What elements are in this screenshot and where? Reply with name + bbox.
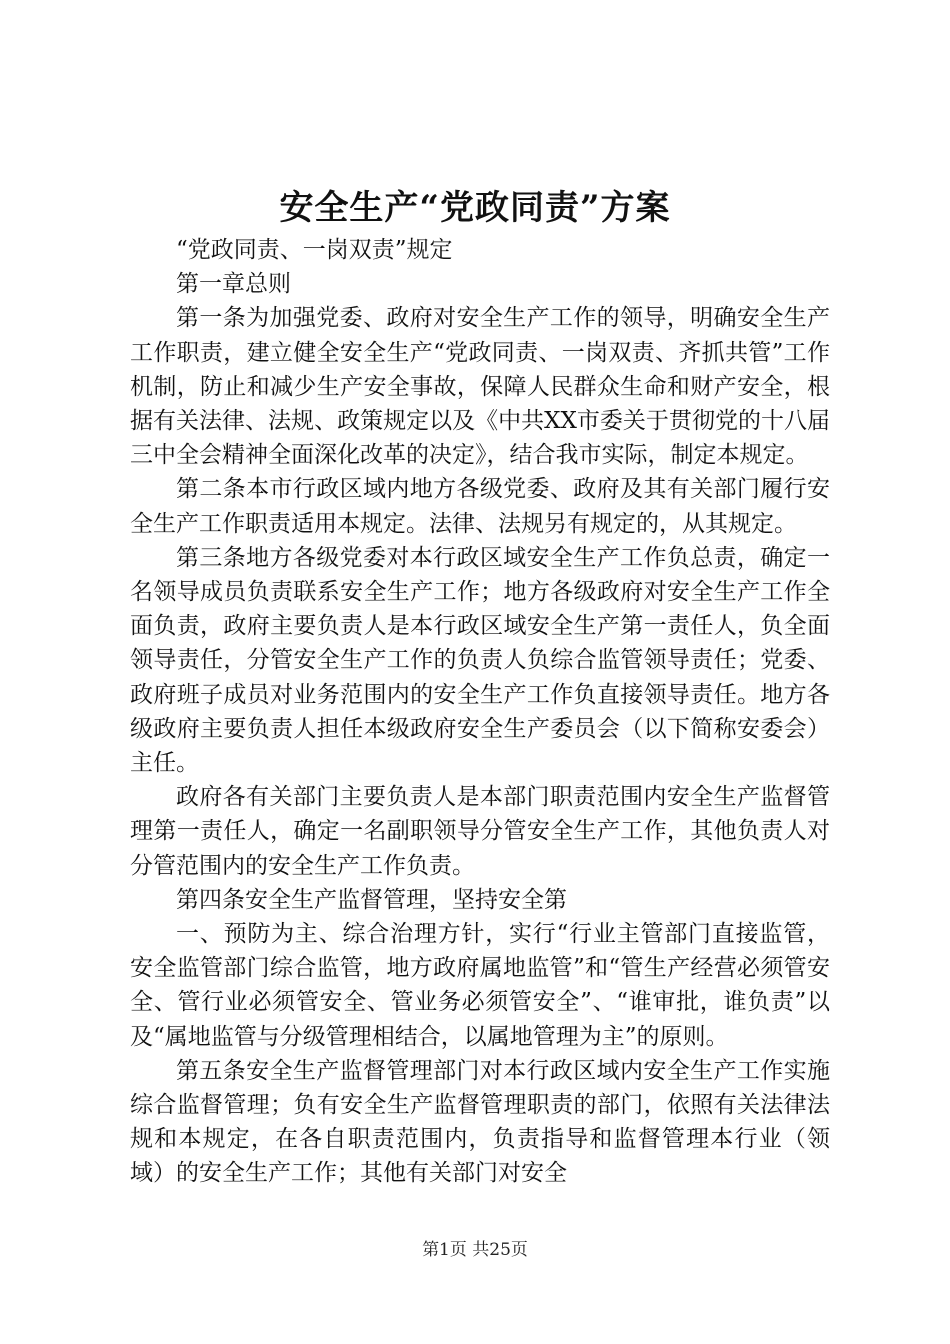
paragraph-article-4: 第四条安全生产监督管理，坚持安全第 <box>176 886 567 913</box>
paragraph-article-1: 第一条为加强党委、政府对安全生产工作的领导，明确安全生产工作职责，建立健全安全生产“党政同责、一岗双责、齐抓共管”工作机制，防止和减少生产安全事故，保障人民群众生命和财产安全，根据有关法律、法规、政策规定以及《中共XX市委关于贯彻党的十八届三中全会精神全面深化改革的决定》，结合我市实际，制定本规定。 <box>130 305 830 469</box>
paragraph-article-3: 第三条地方各级党委对本行政区域安全生产工作负总责，确定一名领导成员负责联系安全生产工作；地方各级政府对安全生产工作全面负责，政府主要负责人是本行政区域安全生产第一责任人，负全面领导责任，分管安全生产工作的负责人负综合监管领导责任；党委、政府班子成员对业务范围内的安全生产工作负直接领导责任。地方各级政府主要负责人担任本级政府安全生产委员会（以下简称安委会）主任。 <box>130 544 830 777</box>
page-number: 第1页 共25页 <box>422 1240 528 1260</box>
paragraph-article-4-cont: 一、预防为主、综合治理方针，实行“行业主管部门直接监管，安全监管部门综合监管，地方政府属地监管”和“管生产经营必须管安全、管行业必须管安全、管业务必须管安全”、“谁审批，谁负责”以及“属地监管与分级管理相结合，以属地管理为主”的原则。 <box>130 921 830 1050</box>
document-body <box>130 233 830 1191</box>
paragraph-article-5: 第五条安全生产监督管理部门对本行政区域内安全生产工作实施综合监督管理；负有安全生产监督管理职责的部门，依照有关法律法规和本规定，在各自职责范围内，负责指导和监督管理本行业（领域）的安全生产工作；其他有关部门对安全 <box>130 1057 830 1187</box>
paragraph-article-3-cont: 政府各有关部门主要负责人是本部门职责范围内安全生产监督管理第一责任人，确定一名副职领导分管安全生产工作，其他负责人对分管范围内的安全生产工作负责。 <box>130 784 830 879</box>
paragraph-regulation-name: “党政同责、一岗双责”规定 <box>176 237 453 263</box>
paragraph-article-2: 第二条本市行政区域内地方各级党委、政府及其有关部门履行安全生产工作职责适用本规定。法律、法规另有规定的，从其规定。 <box>130 476 830 537</box>
document-title: 安全生产“党政同责”方案 <box>279 188 671 228</box>
paragraph-chapter-heading: 第一章总则 <box>176 271 291 298</box>
